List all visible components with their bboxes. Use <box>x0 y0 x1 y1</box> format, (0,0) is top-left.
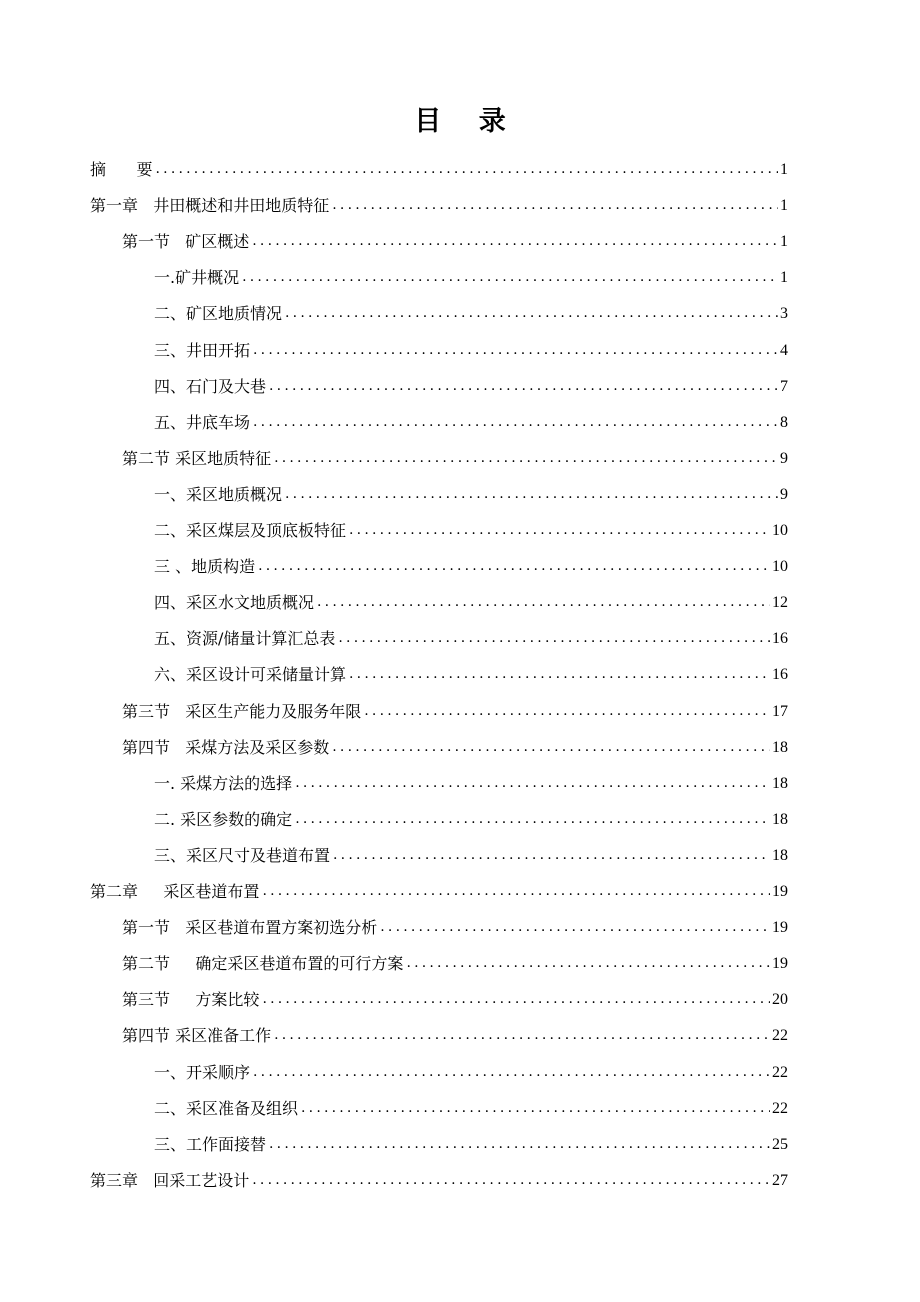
toc-entry-page-number: 1 <box>780 197 788 215</box>
dot-leader <box>317 597 770 609</box>
dot-leader <box>262 886 770 898</box>
toc-entry-label: 一、采区地质概况 <box>154 484 283 504</box>
toc-entry[interactable] <box>154 376 788 398</box>
toc-entry-page-number: 3 <box>780 305 788 323</box>
toc-entry[interactable] <box>122 989 788 1011</box>
dot-leader <box>332 742 770 754</box>
toc-entry[interactable] <box>154 556 788 578</box>
toc-entry[interactable] <box>154 1098 788 1120</box>
dot-leader <box>295 814 770 826</box>
toc-entry-label: 一、开采顺序 <box>154 1062 251 1082</box>
toc-entry[interactable] <box>154 484 788 506</box>
toc-entry[interactable] <box>90 195 788 217</box>
toc-entry-page-number: 9 <box>780 449 788 467</box>
toc-entry-label: 六、采区设计可采储量计算 <box>154 665 347 685</box>
dot-leader <box>253 417 778 429</box>
toc-entry-page-number: 4 <box>780 341 788 359</box>
dot-leader <box>269 1139 770 1151</box>
dot-leader <box>285 489 778 501</box>
toc-entry-page-number: 1 <box>780 269 788 287</box>
toc-entry-label: 四、石门及大巷 <box>154 376 267 396</box>
toc-entry-page-number: 18 <box>772 846 788 864</box>
toc-entry-label: 三、采区尺寸及巷道布置 <box>154 845 331 865</box>
toc-entry-page-number: 20 <box>772 991 788 1009</box>
dot-leader <box>258 561 770 573</box>
toc-entry-page-number: 10 <box>772 558 788 576</box>
toc-entry-page-number: 8 <box>780 413 788 431</box>
dot-leader <box>364 706 770 718</box>
toc-entry-label: 三、井田开拓 <box>154 340 251 360</box>
toc-entry[interactable] <box>154 664 788 686</box>
toc-entry-page-number: 18 <box>772 810 788 828</box>
toc-entry-page-number: 16 <box>772 630 788 648</box>
toc-entry[interactable] <box>154 592 788 614</box>
dot-leader <box>253 345 778 357</box>
toc-entry[interactable] <box>122 737 788 759</box>
toc-entry[interactable] <box>122 448 788 470</box>
dot-leader <box>332 200 778 212</box>
toc-entry-page-number: 19 <box>772 919 788 937</box>
toc-entry-label: 二、矿区地质情况 <box>154 304 283 324</box>
toc-entry[interactable] <box>154 303 788 325</box>
toc-entry-page-number: 18 <box>772 774 788 792</box>
toc-entry-page-number: 25 <box>772 1135 788 1153</box>
dot-leader <box>252 236 778 248</box>
toc-entry-page-number: 17 <box>772 702 788 720</box>
dot-leader <box>262 994 770 1006</box>
toc-entry[interactable] <box>90 1170 788 1192</box>
toc-entry[interactable] <box>122 917 788 939</box>
dot-leader <box>406 958 770 970</box>
dot-leader <box>295 778 770 790</box>
toc-entry[interactable] <box>154 520 788 542</box>
dot-leader <box>156 164 778 176</box>
toc-entry[interactable] <box>90 159 788 181</box>
toc-entry-page-number: 27 <box>772 1171 788 1189</box>
toc-entry-label: 第四节 采煤方法及采区参数 <box>122 737 330 757</box>
dot-leader <box>269 381 778 393</box>
toc-entry-page-number: 12 <box>772 594 788 612</box>
toc-entry[interactable] <box>122 1025 788 1047</box>
toc-entry-label: 第一节 矿区概述 <box>122 232 250 252</box>
toc-entry-label: 二、采区煤层及顶底板特征 <box>154 521 347 540</box>
toc-entry-page-number: 18 <box>772 738 788 756</box>
toc-title: 目 录 <box>414 106 520 137</box>
toc-entry[interactable] <box>154 412 788 434</box>
dot-leader <box>380 922 770 934</box>
dot-leader <box>349 525 770 537</box>
toc-entry-label: 摘 要 <box>90 160 153 179</box>
toc-entry[interactable] <box>154 809 788 831</box>
toc-entry-label: 第三章 回采工艺设计 <box>90 1170 250 1190</box>
toc-entry-page-number: 22 <box>772 1063 788 1081</box>
toc-entry[interactable] <box>154 773 788 795</box>
dot-leader <box>338 633 770 645</box>
toc-entry[interactable] <box>154 267 788 289</box>
toc-entry-page-number: 10 <box>772 522 788 539</box>
toc-entry-label: 第三节 方案比较 <box>122 990 260 1010</box>
toc-entry-label: 第二节 采区地质特征 <box>122 448 272 468</box>
toc-entry-label: 二. 采区参数的确定 <box>154 809 293 829</box>
toc-entry-page-number: 16 <box>772 666 788 684</box>
toc-entry-page-number: 22 <box>772 1027 788 1045</box>
dot-leader <box>253 1067 770 1079</box>
toc-entry-page-number: 22 <box>772 1099 788 1117</box>
toc-entry-label: 第一节 采区巷道布置方案初选分析 <box>122 918 378 938</box>
dot-leader <box>242 272 778 284</box>
toc-entry[interactable] <box>122 953 788 975</box>
toc-entry[interactable] <box>122 701 788 723</box>
toc-entry[interactable] <box>90 881 788 903</box>
toc-entry-label: 五、资源/储量计算汇总表 <box>154 629 336 649</box>
toc-entry-page-number: 19 <box>772 955 788 973</box>
toc-entry-label: 一.矿井概况 <box>154 268 240 288</box>
toc-entry-label: 二、采区准备及组织 <box>154 1098 299 1118</box>
toc-entry[interactable] <box>154 845 788 867</box>
dot-leader <box>285 308 778 320</box>
dot-leader <box>349 669 770 681</box>
toc-entry-label: 三、工作面接替 <box>154 1134 267 1154</box>
toc-entry-page-number: 7 <box>780 377 788 395</box>
toc-entry-label: 第四节 采区准备工作 <box>122 1026 272 1046</box>
dot-leader <box>252 1175 770 1187</box>
toc-entry-label: 第二章 采区巷道布置 <box>90 882 260 901</box>
toc-entry-label: 一. 采煤方法的选择 <box>154 773 293 793</box>
toc-entry-page-number: 9 <box>780 485 788 503</box>
toc-entry[interactable] <box>154 340 788 362</box>
toc-entry[interactable] <box>122 231 788 253</box>
dot-leader <box>301 1103 770 1115</box>
toc-entry-page-number: 1 <box>780 161 788 178</box>
dot-leader <box>274 453 778 465</box>
toc-entry-label: 第二节 确定采区巷道布置的可行方案 <box>122 954 404 974</box>
toc-entry[interactable] <box>154 1062 788 1084</box>
toc-entry-page-number: 1 <box>780 233 788 251</box>
toc-entry[interactable] <box>154 1134 788 1156</box>
toc-entry[interactable] <box>154 628 788 650</box>
toc-entry-label: 三 、地质构造 <box>154 557 256 577</box>
toc-entry-label: 四、采区水文地质概况 <box>154 593 315 613</box>
toc-entry-label: 五、井底车场 <box>154 412 251 432</box>
toc-entry-label: 第一章 井田概述和井田地质特征 <box>90 196 330 216</box>
toc-entry-label: 第三节 采区生产能力及服务年限 <box>122 701 362 721</box>
toc-entry-page-number: 19 <box>772 883 788 900</box>
dot-leader <box>333 850 770 862</box>
dot-leader <box>274 1030 770 1042</box>
